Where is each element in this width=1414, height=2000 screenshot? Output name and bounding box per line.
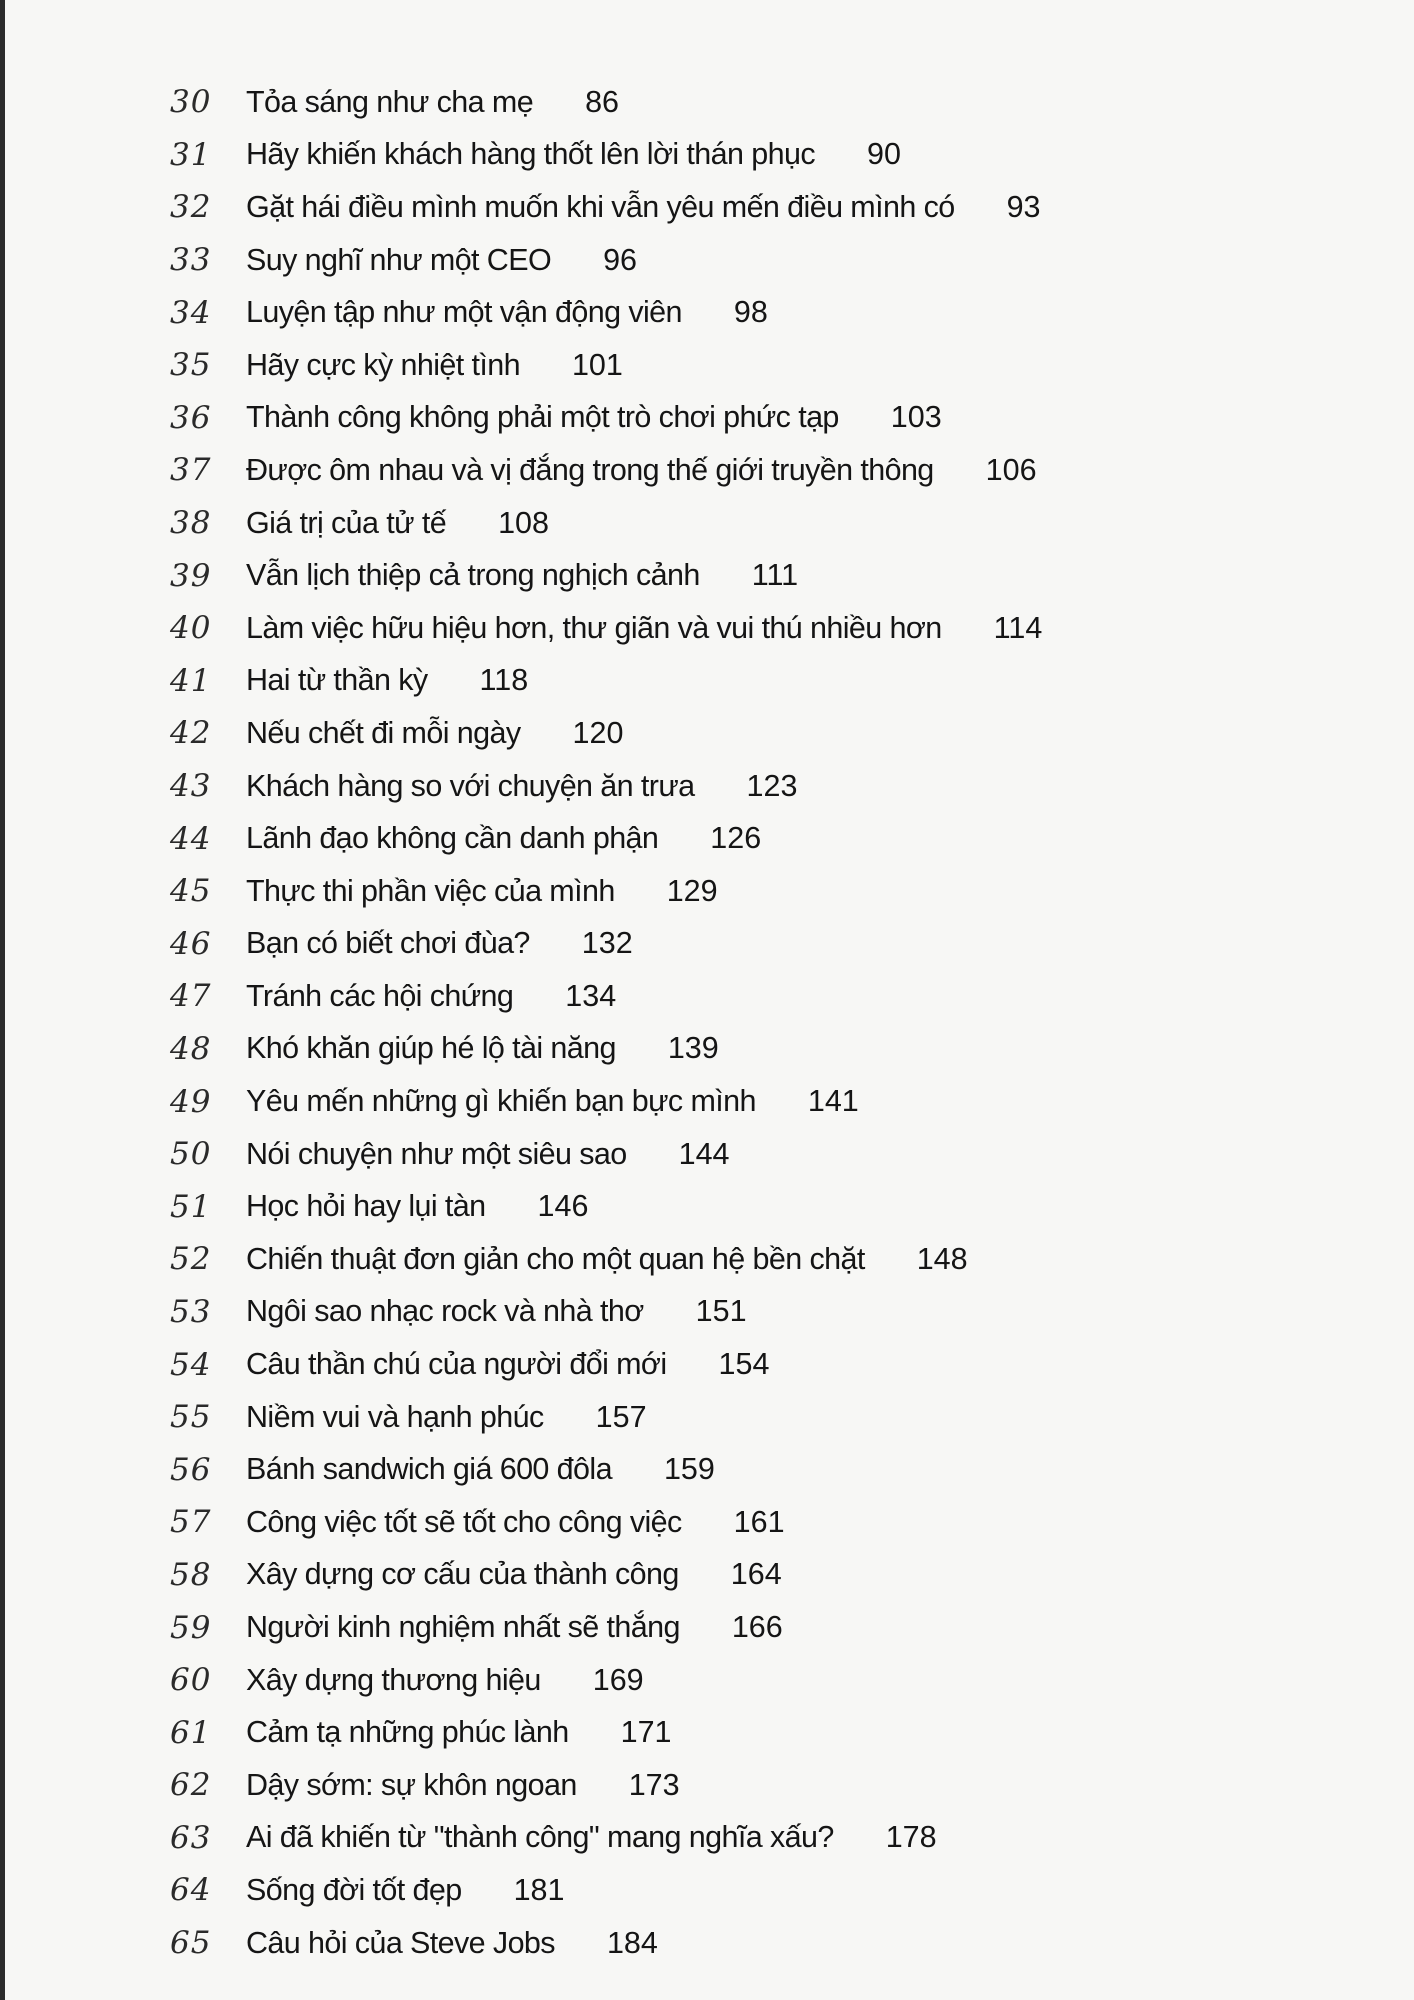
toc-entry-number: 47 [170,978,212,1015]
toc-entry-number: 51 [170,1188,212,1225]
toc-entry-page-number: 161 [733,1504,785,1539]
toc-entry-page-number: 171 [620,1715,672,1750]
toc-entry-title: Ngôi sao nhạc rock và nhà thơ [246,1294,644,1329]
page-left-edge [0,0,5,2000]
toc-entry-page-number: 141 [807,1084,859,1119]
toc-entry-title: Suy nghĩ như một CEO [246,242,552,277]
toc-entry-number: 41 [170,662,212,699]
toc-entry-title: Hãy khiến khách hàng thốt lên lời thán phục [246,137,816,172]
toc-entry [170,970,1170,1023]
toc-entry-page-number: 178 [885,1820,937,1855]
toc-entry [170,1654,1170,1707]
toc-entry-title: Vẫn lịch thiệp cả trong nghịch cảnh [246,558,700,593]
toc-entry-title: Nói chuyện như một siêu sao [246,1136,627,1171]
toc-entry [170,234,1170,287]
toc-entry-page-number: 118 [479,663,529,698]
toc-entry-number: 31 [170,136,212,173]
toc-entry [170,1496,1170,1549]
toc-entry-number: 30 [170,84,212,121]
toc-entry-number: 49 [170,1083,212,1120]
toc-entry [170,602,1170,655]
toc-entry-page-number: 114 [993,610,1043,645]
toc-entry-title: Được ôm nhau và vị đắng trong thế giới truyền thông [246,452,934,487]
toc-entry-page-number: 129 [666,873,718,908]
toc-entry-title: Cảm tạ những phúc lành [246,1715,569,1750]
toc-entry-page-number: 139 [667,1031,719,1066]
toc-entry [170,286,1170,339]
toc-entry [170,549,1170,602]
toc-entry-number: 42 [170,715,212,752]
toc-entry-title: Bánh sandwich giá 600 đôla [246,1452,612,1487]
toc-entry [170,1759,1170,1812]
toc-entry [170,1023,1170,1076]
toc-entry-title: Làm việc hữu hiệu hơn, thư giãn và vui thú nhiều hơn [246,610,942,645]
toc-entry-number: 48 [170,1030,212,1067]
toc-entry [170,497,1170,550]
toc-entry-title: Tránh các hội chứng [246,978,514,1013]
toc-entry-title: Yêu mến những gì khiến bạn bực mình [246,1084,756,1119]
toc-entry-page-number: 93 [1006,189,1041,224]
toc-entry-page-number: 123 [746,768,798,803]
toc-entry-number: 44 [170,820,212,857]
toc-entry-title: Thành công không phải một trò chơi phức tạp [246,400,839,435]
toc-entry-number: 40 [170,610,212,647]
toc-entry-number: 65 [170,1925,212,1962]
toc-entry-page-number: 146 [537,1189,589,1224]
toc-entry-title: Hãy cực kỳ nhiệt tình [246,347,520,382]
toc-entry-page-number: 101 [571,347,623,382]
toc-entry [170,1391,1170,1444]
toc-entry-title: Học hỏi hay lụi tàn [246,1189,486,1224]
toc-entry-page-number: 86 [585,84,620,119]
toc-entry-title: Dậy sớm: sự khôn ngoan [246,1767,577,1802]
toc-entry-number: 46 [170,925,212,962]
toc-entry [170,1128,1170,1181]
toc-entry [170,339,1170,392]
toc-entry-number: 58 [170,1556,212,1593]
toc-entry-page-number: 134 [565,978,617,1013]
toc-entry-title: Khách hàng so với chuyện ăn trưa [246,768,695,803]
toc-entry-title: Nếu chết đi mỗi ngày [246,715,521,750]
toc-entry-number: 64 [170,1872,212,1909]
toc-entry-title: Chiến thuật đơn giản cho một quan hệ bền chặt [246,1241,865,1276]
toc-entry-number: 62 [170,1767,212,1804]
toc-entry-page-number: 148 [916,1241,968,1276]
toc-entry [170,1233,1170,1286]
toc-entry-title: Ai đã khiến từ "thành công" mang nghĩa xấu? [246,1820,834,1855]
toc-entry-page-number: 144 [678,1136,730,1171]
toc-entry-page-number: 120 [572,715,624,750]
toc-entry-number: 56 [170,1451,212,1488]
toc-entry [170,1286,1170,1339]
toc-entry-page-number: 151 [695,1294,747,1329]
toc-entry-number: 35 [170,347,212,384]
toc-entry [170,1812,1170,1865]
toc-entry [170,1075,1170,1128]
toc-entry [170,1706,1170,1759]
toc-entry-number: 38 [170,505,212,542]
toc-entry-page-number: 166 [731,1610,783,1645]
toc-entry [170,655,1170,708]
toc-entry-number: 63 [170,1819,212,1856]
toc-entry [170,760,1170,813]
toc-entry-number: 36 [170,399,212,436]
toc-entry-title: Xây dựng cơ cấu của thành công [246,1557,679,1592]
toc-entry [170,1601,1170,1654]
toc-entry [170,918,1170,971]
toc-entry-page-number: 154 [718,1347,770,1382]
toc-entry-title: Khó khăn giúp hé lộ tài năng [246,1031,616,1066]
toc-entry-title: Tỏa sáng như cha mẹ [246,84,534,119]
toc-entry-number: 61 [170,1714,212,1751]
toc-entry [170,812,1170,865]
toc-entry-page-number: 181 [513,1872,565,1907]
toc-entry-page-number: 132 [581,926,633,961]
toc-entry [170,1443,1170,1496]
toc-entry-title: Công việc tốt sẽ tốt cho công việc [246,1504,682,1539]
toc-entry-page-number: 90 [867,137,901,172]
toc-entry [170,1549,1170,1602]
toc-entry [170,76,1170,129]
toc-entry [170,1180,1170,1233]
toc-entry-title: Câu thần chú của người đổi mới [246,1347,667,1382]
toc-entry [170,707,1170,760]
toc-entry-title: Luyện tập như một vận động viên [246,295,682,330]
toc-entry-number: 37 [170,452,212,489]
toc-entry-title: Sống đời tốt đẹp [246,1872,462,1907]
toc-entry-title: Niềm vui và hạnh phúc [246,1399,544,1434]
toc-entry-page-number: 106 [985,452,1037,487]
toc-entry-page-number: 108 [498,505,549,540]
toc-entry-number: 60 [170,1662,212,1699]
toc-entry-page-number: 111 [751,558,799,593]
toc-entry-title: Hai từ thần kỳ [246,663,428,698]
toc-entry-number: 54 [170,1346,212,1383]
toc-entry-page-number: 184 [606,1925,658,1960]
toc-entry-page-number: 103 [890,400,942,435]
toc-entry [170,1864,1170,1917]
toc-entry [170,392,1170,445]
toc-entry-number: 59 [170,1609,212,1646]
toc-entry [170,444,1170,497]
toc-entry-number: 45 [170,873,212,910]
toc-entry-number: 32 [170,189,212,226]
toc-entry-number: 34 [170,294,212,331]
toc-entry-number: 52 [170,1241,212,1278]
toc-entry-title: Gặt hái điều mình muốn khi vẫn yêu mến điều mình có [246,189,955,224]
toc-entry-title: Bạn có biết chơi đùa? [246,926,530,961]
toc-entry-title: Thực thi phần việc của mình [246,873,615,908]
toc-entry-number: 43 [170,768,212,805]
toc-entry-page-number: 159 [663,1452,715,1487]
toc-entry-title: Câu hỏi của Steve Jobs [246,1925,555,1960]
toc-entry-title: Xây dựng thương hiệu [246,1662,541,1697]
toc-entry [170,181,1170,234]
toc-entry-number: 33 [170,242,212,279]
toc-entry [170,1917,1170,1970]
toc-entry-page-number: 169 [592,1662,644,1697]
toc-entry-title: Người kinh nghiệm nhất sẽ thắng [246,1610,680,1645]
toc-entry-page-number: 96 [603,242,638,277]
toc-entry-number: 53 [170,1293,212,1330]
toc-entry-page-number: 173 [628,1767,680,1802]
toc-entry [170,1338,1170,1391]
toc-entry-title: Giá trị của tử tế [246,505,447,540]
toc-entry-number: 50 [170,1136,212,1173]
toc-entry [170,129,1170,182]
toc-entry-page-number: 164 [730,1557,782,1592]
toc-entry-number: 55 [170,1399,212,1436]
table-of-contents [170,76,1170,1969]
toc-entry-title: Lãnh đạo không cần danh phận [246,821,659,856]
toc-entry-page-number: 157 [595,1399,647,1434]
toc-entry-page-number: 98 [733,295,768,330]
toc-entry-number: 39 [170,557,212,594]
toc-entry-number: 57 [170,1504,212,1541]
toc-entry [170,865,1170,918]
toc-entry-page-number: 126 [710,821,762,856]
